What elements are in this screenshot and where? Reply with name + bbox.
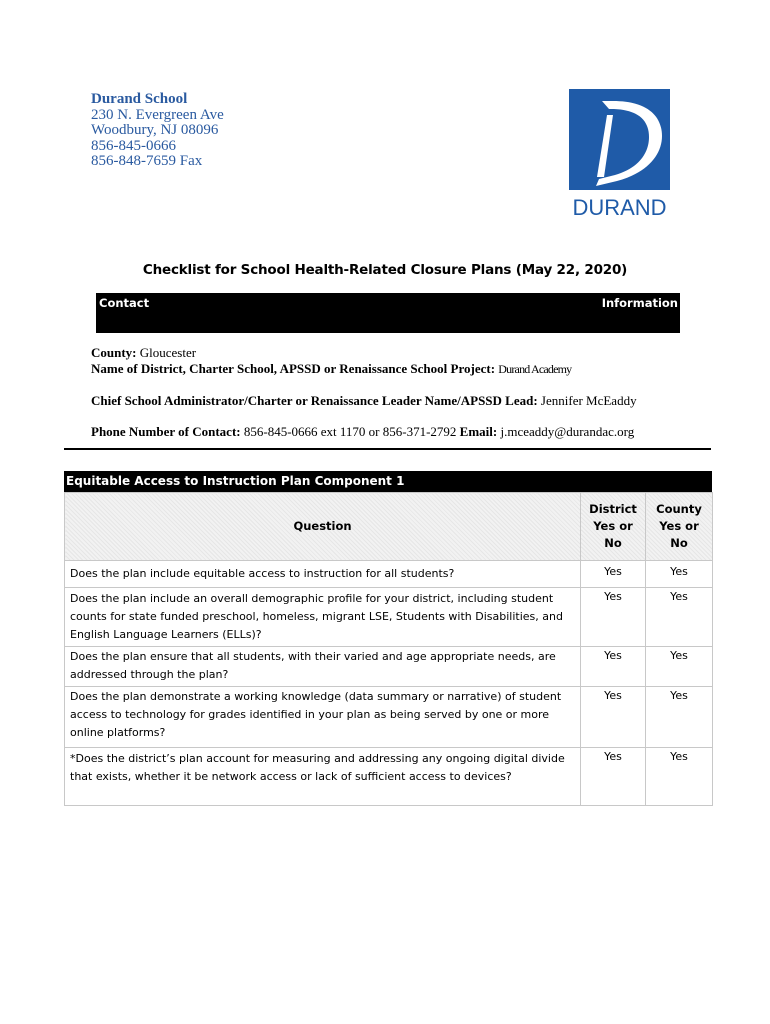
question-cell: Does the plan demonstrate a working knowledge (data summary or narrative) of student access to technology for grades identified in your plan as being served by one or more online platforms? [65, 687, 581, 748]
contact-label: Contact [99, 296, 150, 310]
table-row [65, 647, 713, 687]
logo-text: DURAND [572, 195, 667, 217]
district-value: Durand Academy [498, 362, 572, 376]
county-answer: Yes [646, 647, 713, 687]
district-header-line: Yes or [593, 519, 633, 533]
question-header: Question [65, 493, 581, 561]
durand-logo [569, 89, 670, 217]
county-label: County: [91, 345, 137, 360]
table-header-row [65, 493, 713, 561]
address-line-2: Woodbury, NJ 08096 [91, 122, 219, 138]
district-answer: Yes [581, 561, 646, 588]
question-cell: Does the plan include an overall demographic profile for your district, including student counts for state funded preschool, homeless, migrant LSE, Students with Disabilities, and English Language Learners (ELLs)? [65, 588, 581, 647]
phone-label: Phone Number of Contact: [91, 424, 241, 439]
table-title-bar [64, 471, 712, 492]
checklist-table [64, 492, 713, 806]
county-header-line: County [656, 502, 702, 516]
district-answer: Yes [581, 588, 646, 647]
school-name: Durand School [91, 91, 188, 107]
district-header-line: No [604, 536, 622, 550]
admin-label: Chief School Administrator/Charter or Renaissance Leader Name/APSSD Lead: [91, 393, 538, 408]
district-header [581, 493, 646, 561]
district-label: Name of District, Charter School, APSSD or Renaissance School Project: [91, 361, 496, 376]
county-answer: Yes [646, 748, 713, 806]
school-address-block [91, 92, 224, 170]
question-cell: Does the plan ensure that all students, with their varied and age appropriate needs, are addressed through the plan? [65, 647, 581, 687]
county-header-line: Yes or [659, 519, 699, 533]
email-label: Email: [459, 424, 498, 439]
district-answer: Yes [581, 647, 646, 687]
district-line [91, 361, 571, 377]
question-cell: *Does the district’s plan account for measuring and addressing any ongoing digital divide that exists, whether it be network access or lack of sufficient access to devices? [65, 748, 581, 806]
county-answer: Yes [646, 561, 713, 588]
table-row [65, 561, 713, 588]
address-line-1: 230 N. Evergreen Ave [91, 106, 224, 123]
admin-value: Jennifer McEaddy [540, 393, 637, 408]
email-value: j.mceaddy@durandac.org [500, 424, 635, 439]
table-title: Equitable Access to Instruction Plan Component 1 [66, 474, 405, 488]
admin-line [91, 393, 637, 408]
phone-value: 856-845-0666 ext 1170 or 856-371-2792 [243, 424, 457, 439]
school-phone: 856-845-0666 [91, 137, 176, 154]
county-header-line: No [670, 536, 688, 550]
district-answer: Yes [581, 748, 646, 806]
county-value: Gloucester [139, 345, 197, 360]
table-row [65, 687, 713, 748]
section-divider [64, 448, 711, 450]
district-answer: Yes [581, 687, 646, 748]
table-row [65, 748, 713, 806]
table-row [65, 588, 713, 647]
county-answer: Yes [646, 687, 713, 748]
question-cell: Does the plan include equitable access to instruction for all students? [65, 561, 581, 588]
contact-information-bar [96, 293, 680, 333]
phone-email-line [91, 424, 634, 439]
school-fax: 856-848-7659 Fax [91, 153, 203, 169]
district-header-line: District [589, 502, 637, 516]
county-answer: Yes [646, 588, 713, 647]
county-line [91, 345, 196, 360]
county-header [646, 493, 713, 561]
page-title: Checklist for School Health-Related Closure Plans (May 22, 2020) [142, 262, 628, 278]
information-label: Information [601, 296, 678, 310]
